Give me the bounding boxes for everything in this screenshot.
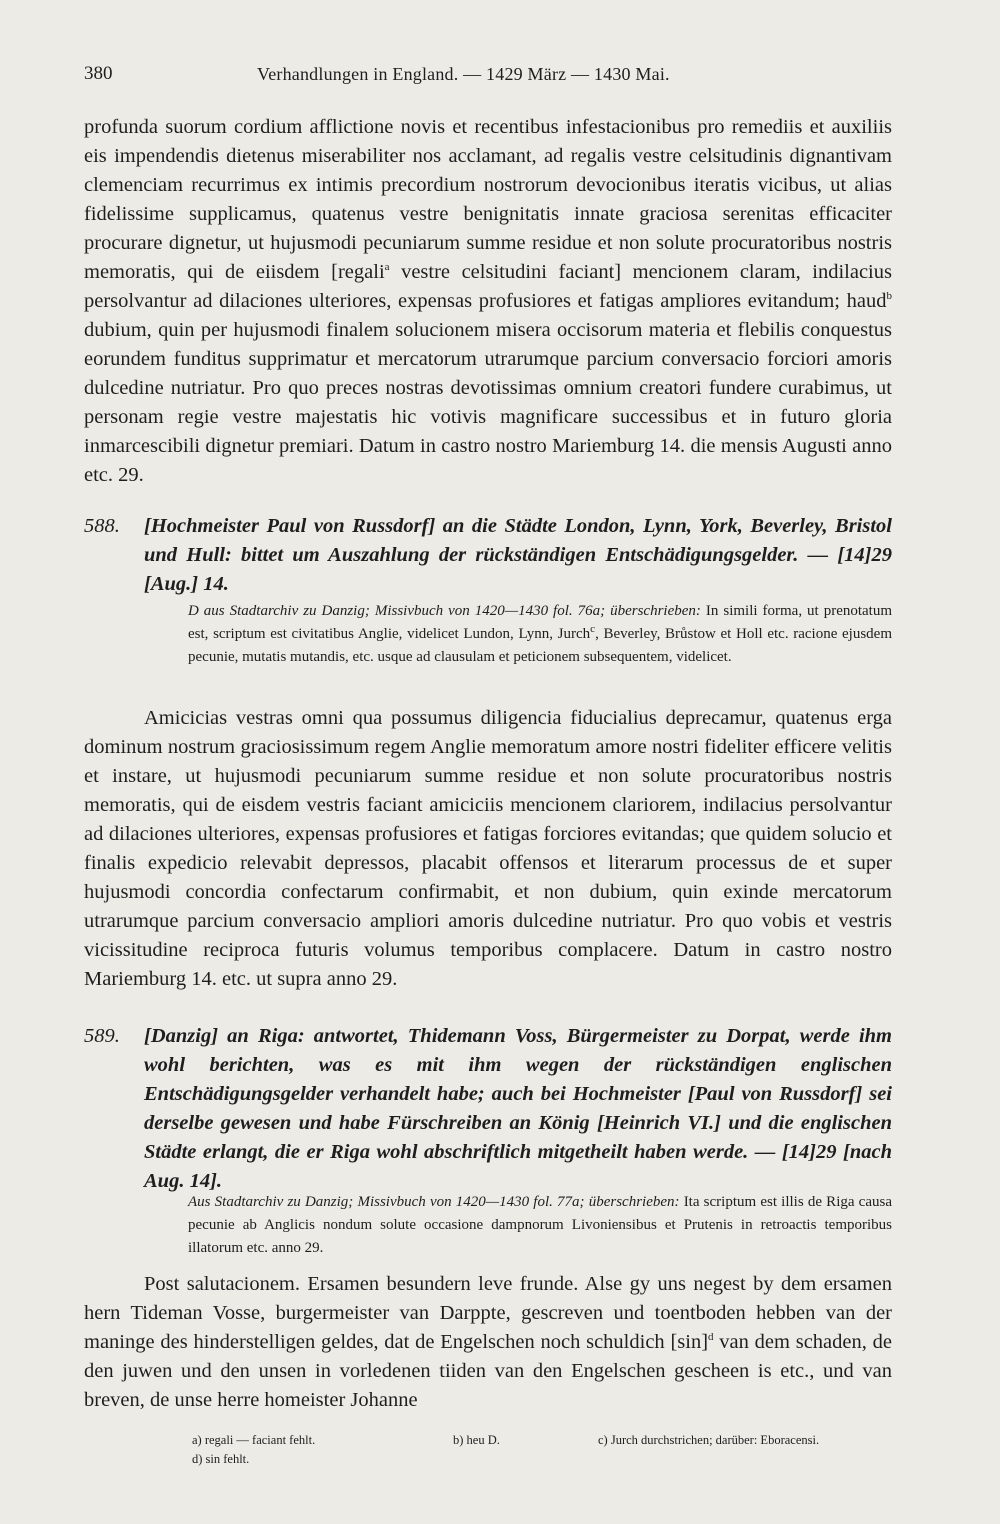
entry-589-source [84,1191,892,1260]
intro-paragraph-block [84,113,892,490]
entry-588-letter: Amicicias vestras omni qua possumus diligencia fiducialius deprecamur, quatenus erga dominum nostrum graciosissimum regem Anglie memoratum amore nostri fideliter efficere velitis et instare, ut hujusmodi pecuniarum summe residue et non solute procuratoribus nostris memoratis, qui de eisdem vestris faciant amiciciis mencionem clariorem, indilacius persolvantur ad dilaciones ulteriores, expensas profusiores et fatigas forciores evitandas; que quidem solucio et finalis expedicio relevabit depressos, placabit offensos et literarum processus de et super hujusmodi concordia confectarum confirmabit, et non dubium, quin exinde mercatorum utrarumque parcium conversacio ampliori amoris dulcedine nutriatur. Pro quo vobis et vestris vicissitudine reciproca futuris volumus temporibus complacere. Datum in castro nostro Mariemburg 14. etc. ut supra anno 29. [84,707,892,990]
footnote-mark-a: a [384,261,390,274]
footnote-mark-c: c [590,623,596,635]
intro-text: profunda suorum cordium afflictione novis et recentibus infestacionibus pro remediis et auxiliis eis impendendis dietenus miserabiliter nos acclamant, ad regalis vestre celsitudinis dignantivam clemenciam recurrimus ex intimis precordium nostrorum devocionibus iteratis vicibus, ut alias fidelissime supplicamus, quatenus vestre benignitatis innate graciosa serenitas efficaciter procurare dignetur, ut hujusmodi pecuniarum summe residue et non solute procuratoribus nostris memoratis, qui de eiisdem [regali [84,116,892,283]
entry-589-source-block [84,1191,892,1260]
entry-588-source-block [84,600,892,669]
entry-588-regest-block [84,512,892,599]
entry-588-source-lead: D aus Stadtarchiv zu Danzig; Missivbuch von 1420—1430 fol. 76a; überschrieben: [188,603,701,619]
entry-588-number: 588. [84,515,120,537]
entry-589-regest-block [84,1022,892,1196]
footnote-mark-b: b [886,290,892,303]
entry-589-letter-1: Post salutacionem. Ersamen besundern leve frunde. Alse gy uns negest by dem ersamen hern Tideman Vosse, burgermeister van Darppte, gescreven und toentboden hebben van der maninge des hinderstelligen geldes, dat de Engelschen noch schuldich [sin] [84,1273,892,1353]
entry-588-text-block [84,704,892,994]
page-number: 380 [84,63,113,84]
footnote-mark-d: d [708,1331,714,1344]
entry-588-source-rest-1: In simili forma, ut prenotatum est, scriptum est civitatibus Anglie, videlicet Lundon, Lynn, Jurch [188,603,893,642]
entry-589-source-rest: Ita scriptum est illis de Riga causa pecunie ab Anglicis nondum solute occasione dampnorum Livoniensibus et Prutenis in retroactis temporibus illatorum etc. anno 29. [188,1194,892,1256]
entry-588-regest-text: [Hochmeister Paul von Russdorf] an die Städte London, Lynn, York, Beverley, Bristol und Hull: bittet um Auszahlung der rückständigen Entschädigungsgelder. — [14]29 [Aug.] 14. [144,515,892,595]
intro-text-3: dubium, quin per hujusmodi finalem solucionem misera occisorum materia et flebilis conquestus eorundem funditus supprimatur et mercatorum utrarumque parcium conversacio forciori amoris dulcedine nutriatur. Pro quo preces nostras devotissimas omnium creatori fundere curabimus, ut personam regie vestre majestatis hic votivis magnificare successibus et in futuro gloria inmarcescibili dignetur premiari. Datum in castro nostro Mariemburg 14. die mensis Augusti anno etc. 29. [84,319,892,486]
entry-589-letter-2: van dem schaden, de den juwen und den unsen in vorledenen tiiden van den Engelschen gescheen is etc., und van breven, de unse herre homeister Johanne [84,1331,892,1411]
entry-589-text [84,1270,892,1415]
footnote-a: a) regali — faciant fehlt. [192,1433,316,1447]
entry-588-regest [84,512,892,599]
entry-589-number: 589. [84,1025,120,1047]
entry-588-source-rest-2: , Beverley, Brůstow et Holl etc. racione ejusdem pecunie, mutatis mutandis, etc. usque ad clausulam et peticionem subsequentem, videlicet. [188,626,892,665]
footnote-c: c) Jurch durchstrichen; darüber: Eboracensi. [598,1433,820,1447]
intro-paragraph [84,113,892,490]
entry-589-regest [84,1022,892,1196]
entry-589-source-lead: Aus Stadtarchiv zu Danzig; Missivbuch von 1420—1430 fol. 77a; überschrieben: [188,1194,680,1210]
running-title: Verhandlungen in England. — 1429 März — 1430 Mai. [257,64,670,84]
entry-588-text [84,704,892,994]
intro-text-2: vestre celsitudini faciant] mencionem claram, indilacius persolvantur ad dilaciones ulteriores, expensas profusiores et fatigas ampliores evitandum; haud [84,261,892,312]
entry-588-source [84,600,892,669]
entry-589-text-block [84,1270,892,1415]
footnote-b: b) heu D. [453,1433,500,1447]
entry-589-regest-text: [Danzig] an Riga: antwortet, Thidemann Voss, Bürgermeister zu Dorpat, werde ihm wohl berichten, was es mit ihm wegen der rückständigen englischen Entschädigungsgelder verhandelt habe; auch bei Hochmeister [Paul von Russdorf] sei derselbe gewesen und habe Fürschreiben an König [Heinrich VI.] und die englischen Städte erlangt, die er Riga wohl abschriftlich mitgetheilt haben werde. — [14]29 [nach Aug. 14]. [144,1025,892,1192]
footnote-d: d) sin fehlt. [192,1452,250,1466]
